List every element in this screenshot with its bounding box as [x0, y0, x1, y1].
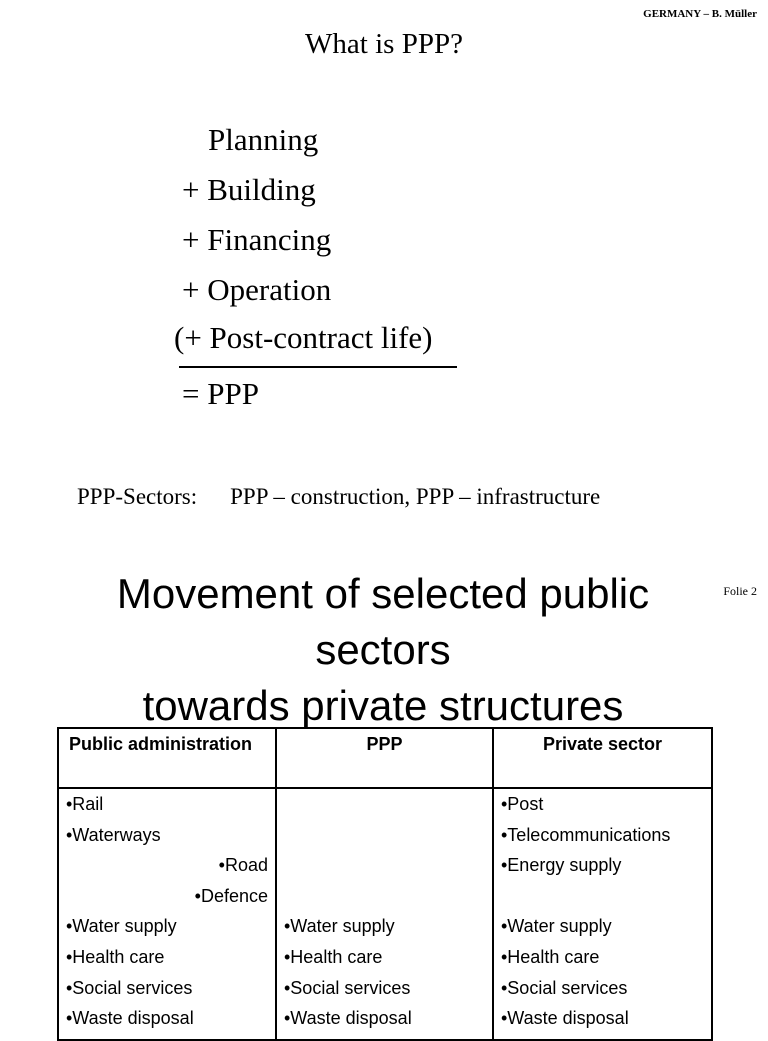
list-item [501, 886, 704, 917]
list-item: •Social services [501, 977, 628, 998]
ppp-cell [276, 788, 493, 1040]
header-author: GERMANY – B. Müller [643, 8, 757, 20]
table-row [58, 788, 712, 1040]
list-item: •Health care [66, 946, 165, 967]
sector-comparison-table [57, 727, 713, 1041]
slide2-title-line-1: Movement of selected public [116, 570, 650, 617]
header-private-sector: Private sector [493, 728, 712, 788]
list-item: •Social services [66, 977, 193, 998]
formula-sum-line [179, 366, 457, 368]
ppp-sectors [77, 484, 600, 510]
list-item: •Waterways [66, 824, 161, 845]
list-item [284, 825, 485, 856]
list-item: •Water supply [284, 916, 395, 937]
table-header-row [58, 728, 712, 788]
formula-financing: + Financing [182, 222, 332, 257]
list-item: •Rail [66, 794, 104, 814]
list-item: •Post [501, 794, 544, 814]
list-item: •Water supply [66, 916, 177, 937]
list-item: •Telecommunications [501, 824, 671, 845]
list-item: •Waste disposal [501, 1008, 629, 1029]
slide2-title-line-3: towards private structures [142, 682, 624, 729]
list-item: •Road [218, 855, 268, 876]
header-public-administration: Public administration [58, 728, 276, 788]
list-item: •Energy supply [501, 855, 622, 876]
list-item [284, 855, 485, 886]
list-item [284, 886, 485, 917]
list-item: •Waste disposal [66, 1008, 194, 1029]
formula-post-contract: (+ Post-contract life) [174, 320, 433, 355]
list-item: •Health care [284, 946, 383, 967]
list-item: •Social services [284, 977, 411, 998]
list-item: •Health care [501, 946, 600, 967]
ppp-sectors-values: PPP – construction, PPP – infrastructure [230, 484, 601, 509]
slide2-title [60, 566, 706, 734]
public-administration-cell [58, 788, 276, 1040]
slide2-title-line-2: sectors [315, 626, 451, 673]
slide-number: Folie 2 [723, 584, 757, 598]
list-item: •Waste disposal [284, 1008, 412, 1029]
formula-result: = PPP [182, 376, 259, 411]
list-item: •Defence [194, 885, 268, 906]
ppp-sectors-label: PPP-Sectors: [77, 484, 198, 509]
list-item: •Water supply [501, 916, 612, 937]
formula-building: + Building [182, 172, 316, 207]
formula-planning: Planning [208, 122, 319, 157]
slide1-title: What is PPP? [305, 28, 463, 60]
list-item [284, 794, 485, 825]
private-sector-cell [493, 788, 712, 1040]
header-ppp: PPP [276, 728, 493, 788]
formula-operation: + Operation [182, 272, 332, 307]
